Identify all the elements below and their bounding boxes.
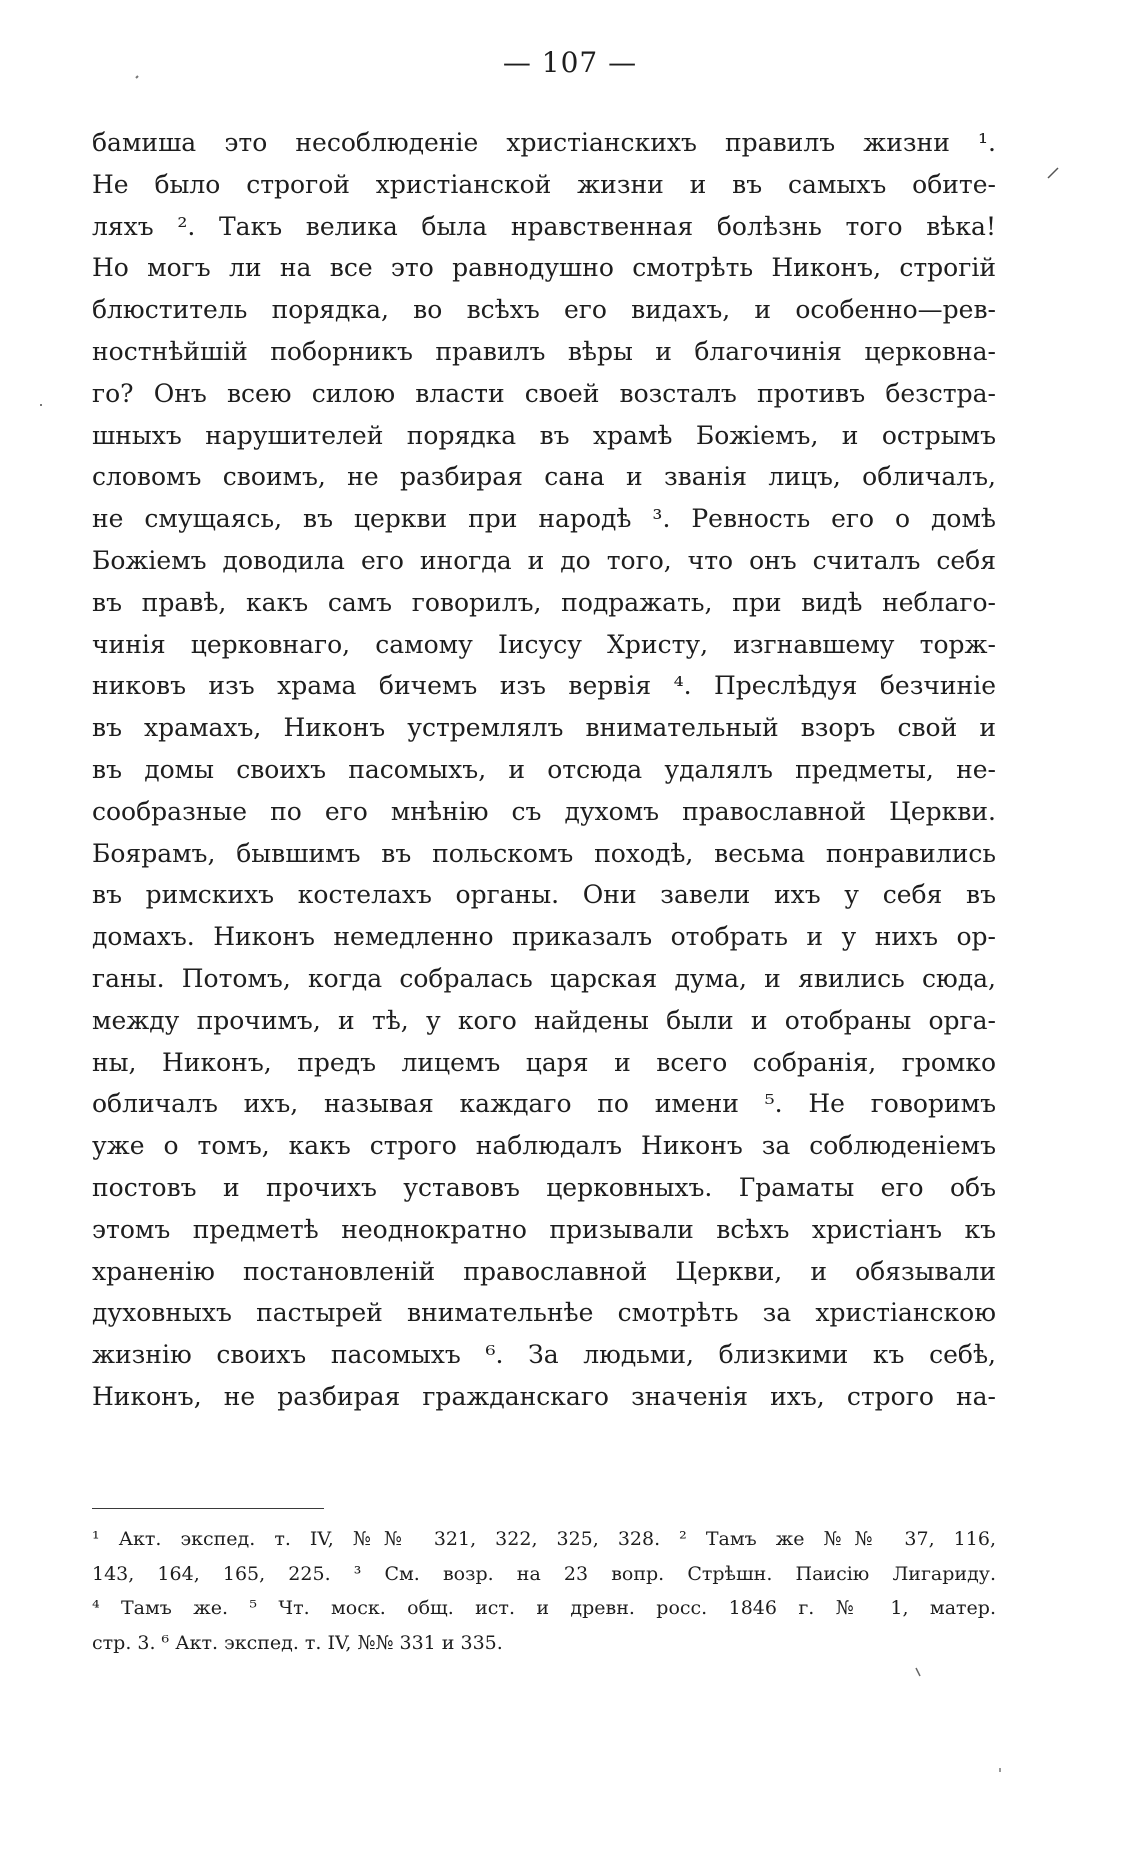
body-line: въ правѣ, какъ самъ говорилъ, подражать, при видѣ неблаго- [92,587,996,617]
body-line: въ домы своихъ пасомыхъ, и отсюда удалялъ предметы, не- [92,754,996,784]
body-line: никовъ изъ храма бичемъ изъ вервія ⁴. Преслѣдуя безчиніе [92,671,996,701]
body-line: Божіемъ доводила его иногда и до того, что онъ считалъ себя [92,545,996,575]
body-line: этомъ предметѣ неоднократно призывали всѣхъ христіанъ къ [92,1214,996,1244]
body-line: въ храмахъ, Никонъ устремлялъ внимательный взоръ свой и [92,713,996,743]
body-line: бамиша это несоблюденіе христіанскихъ правилъ жизни ¹. [92,128,996,157]
footnote-line: стр. 3. ⁶ Акт. экспед. т. IV, №№ 331 и 335. [92,1631,503,1654]
body-line: въ римскихъ костелахъ органы. Они завели ихъ у себя въ [92,880,996,910]
footnote-divider [92,1508,324,1509]
page-number: — 107 — [502,46,638,79]
body-line: сообразные по его мнѣнію съ духомъ православной Церкви. [92,796,996,826]
footnote-line: ⁴ Тамъ же. ⁵ Чт. моск. общ. ист. и древн. росс. 1846 г. № 1, матер. [92,1597,996,1619]
body-line: шныхъ нарушителей порядка въ храмѣ Божіемъ, и острымъ [92,420,996,450]
body-line: Боярамъ, бывшимъ въ польскомъ походѣ, весьма понравились [92,838,996,868]
body-line: домахъ. Никонъ немедленно приказалъ отобрать и у нихъ ор- [92,922,996,952]
body-line: Не было строгой христіанской жизни и въ самыхъ обите- [92,169,996,199]
body-line: го? Онъ всею силою власти своей возсталъ противъ безстра- [92,378,996,408]
body-text [92,122,996,1418]
body-line: чинія церковнаго, самому Іисусу Христу, изгнавшему торж- [92,629,996,659]
body-line: ганы. Потомъ, когда собралась царская дума, и явились сюда, [92,963,996,993]
body-line: Но могъ ли на все это равнодушно смотрѣть Никонъ, строгій [92,253,996,283]
footnote-line: 143, 164, 165, 225. ³ См. возр. на 23 вопр. Стрѣшн. Паисію Лигариду. [92,1562,996,1585]
body-line: духовныхъ пастырей внимательнѣе смотрѣть за христіанскою [92,1298,996,1328]
body-line: словомъ своимъ, не разбирая сана и званія лицъ, обличалъ, [92,462,996,492]
body-line: храненію постановленій православной Церкви, и обязывали [92,1256,996,1286]
body-line: не смущаясь, въ церкви при народѣ ³. Ревность его о домѣ [92,504,996,534]
body-line: уже о томъ, какъ строго наблюдалъ Никонъ за соблюденіемъ [92,1131,996,1161]
body-line: ны, Никонъ, предъ лицемъ царя и всего собранія, громко [92,1047,996,1077]
body-line: Никонъ, не разбирая гражданскаго значенія ихъ, строго на- [92,1381,996,1411]
body-line: постовъ и прочихъ уставовъ церковныхъ. Граматы его объ [92,1172,996,1202]
body-line: ляхъ ². Такъ велика была нравственная болѣзнь того вѣка! [92,211,996,241]
body-line: жизнію своихъ пасомыхъ ⁶. За людьми, близкими къ себѣ, [92,1340,996,1370]
footnotes [92,1522,996,1660]
body-line: между прочимъ, и тѣ, у кого найдены были и отобраны орга- [92,1005,996,1035]
footnote-line: ¹ Акт. экспед. т. IV, №№ 321, 322, 325, 328. ² Тамъ же №№ 37, 116, [92,1528,996,1550]
body-line: ностнѣйшій поборникъ правилъ вѣры и благочинія церковна- [92,336,996,366]
body-line: блюститель порядка, во всѣхъ его видахъ, и особенно—рев- [92,295,996,325]
body-line: обличалъ ихъ, называя каждаго по имени ⁵. Не говоримъ [92,1089,996,1119]
